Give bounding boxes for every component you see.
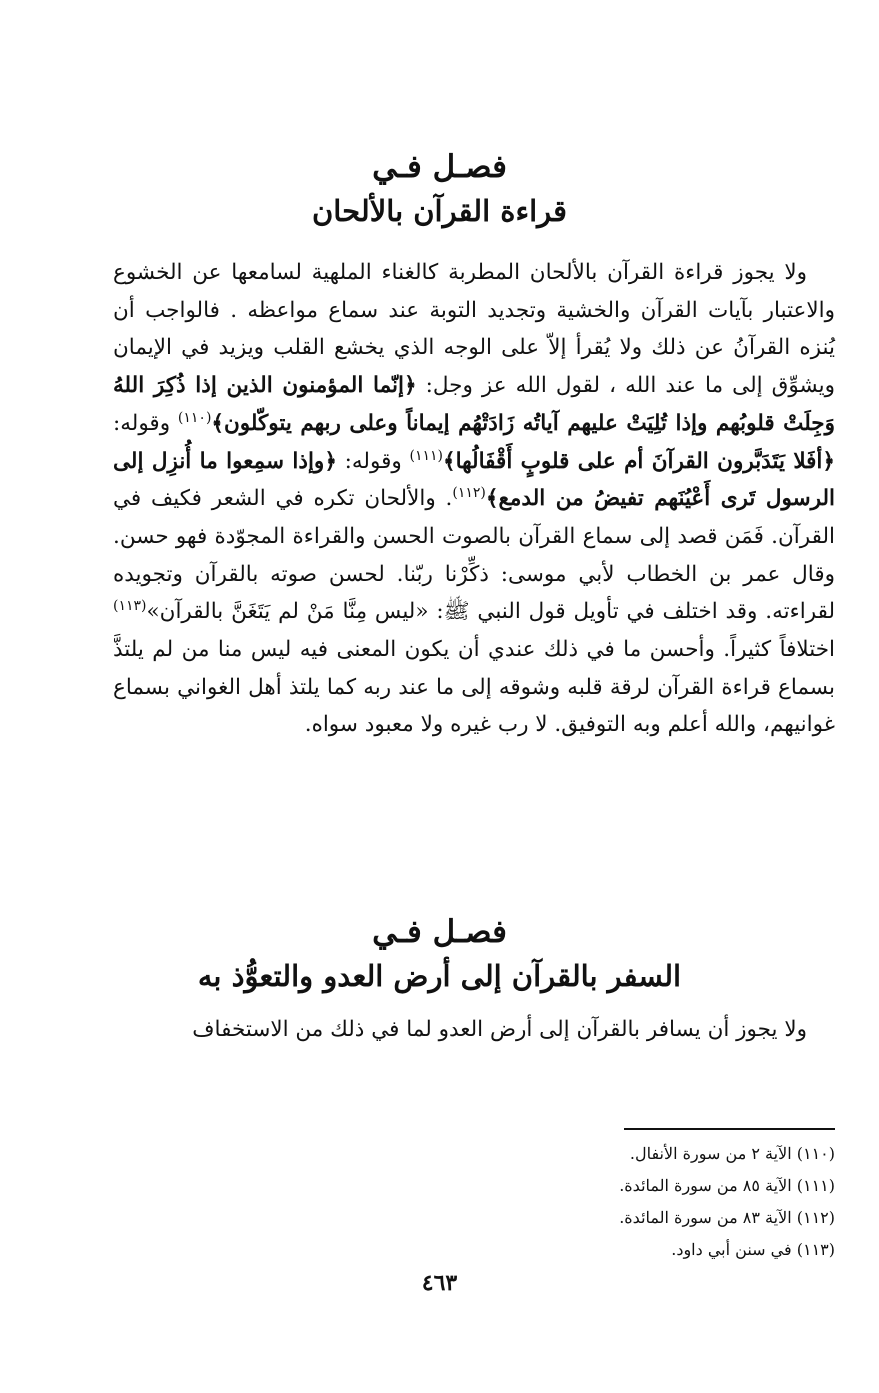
footnote: (١١٠) الآية ٢ من سورة الأنفال. — [629, 1144, 835, 1163]
paragraph — [113, 254, 835, 744]
quran-quote: ﴿إنّما المؤمنون الذين إذا ذُكِرَ اللهُ وَجِلَتْ قلوبُهم وإذا تُلِيَتْ عليهم آياتُه زَادَتْهُم إيماناً وعلى ربهم يتوكّلون﴾ — [113, 373, 835, 436]
footnote-ref: (١١٣) — [113, 598, 147, 615]
quran-quote: ﴿وإذا سمِعوا ما أُنزِل إلى الرسول تَرى أَعْيُنَهم تفيضُ من الدمع﴾ — [113, 448, 835, 512]
footnote-ref: (١١١) — [409, 447, 443, 464]
paragraph-text: وقوله: — [113, 410, 178, 436]
paragraph: ولا يجوز أن يسافر بالقرآن إلى أرض العدو لما في ذلك من الاستخفاف — [192, 1017, 807, 1042]
footnote-ref: (١١٢) — [452, 485, 486, 502]
section-body — [113, 254, 835, 744]
paragraph-text: . والألحان تكره في الشعر فكيف في القرآن. فَمَن قصد إلى سماع القرآن بالصوت الحسن والقراءة المجوّدة فهو حسن. وقال عمر بن الخطاب لأبي موسى: ذكِّرْنا ربّنا. لحسن صوته بالقرآن وتجويده لقراءته. وقد اختلف في تأويل قول النبي ﷺ: «ليس مِنَّا مَنْ لم يَتَغَنَّ بالقرآن» — [113, 486, 835, 625]
footnote-ref: (١١٠) — [177, 409, 212, 426]
page-number: ٤٦٣ — [421, 1270, 458, 1296]
quran-quote: ﴿أفَلا يَتَدَبَّرون القرآنَ أم على قلوبٍ أَقْفَالُها﴾ — [443, 448, 835, 474]
section-body — [113, 1011, 835, 1049]
section-heading — [80, 910, 799, 998]
heading-title: السفر بالقرآن إلى أرض العدو والتعوُّذ به — [197, 959, 682, 993]
paragraph-text: ولا يجوز قراءة القرآن بالألحان المطربة كالغناء الملهية لسامعها عن الخشوع والاعتبار بآيات القرآن والخشية وتجديد التوبة عند سماع مواعظه . فالواجب أن يُنزه القرآنُ عن ذلك ولا يُقرأ إلاّ على الوجه الذي يخشع القلب ويزيد في الإيمان ويشوِّق إلى ما عند الله ، لقول الله عز وجل: — [113, 260, 835, 399]
heading-title: قراءة القرآن بالألحان — [312, 194, 567, 228]
heading-label: فصـل فـي — [372, 149, 507, 185]
footnote-divider — [624, 1128, 835, 1130]
paragraph-text: وقوله: — [336, 448, 410, 474]
footnote: (١١٢) الآية ٨٣ من سورة المائدة. — [619, 1208, 835, 1227]
section-heading — [80, 145, 799, 233]
footnote: (١١٣) في سنن أبي داود. — [671, 1240, 835, 1259]
footnote: (١١١) الآية ٨٥ من سورة المائدة. — [619, 1176, 835, 1195]
paragraph-text: اختلافاً كثيراً. وأحسن ما في ذلك عندي أن يكون المعنى فيه ليس منا من لم يلتذَّ بسماع قراءة القرآن لرقة قلبه وشوقه إلى ما عند ربه كما يلتذ أهل الغواني بسماع غوانيهم، والله أعلم وبه التوفيق. لا رب غيره ولا معبود سواه. — [113, 637, 835, 738]
heading-label: فصـل فـي — [372, 914, 507, 950]
footnotes — [415, 1138, 835, 1266]
